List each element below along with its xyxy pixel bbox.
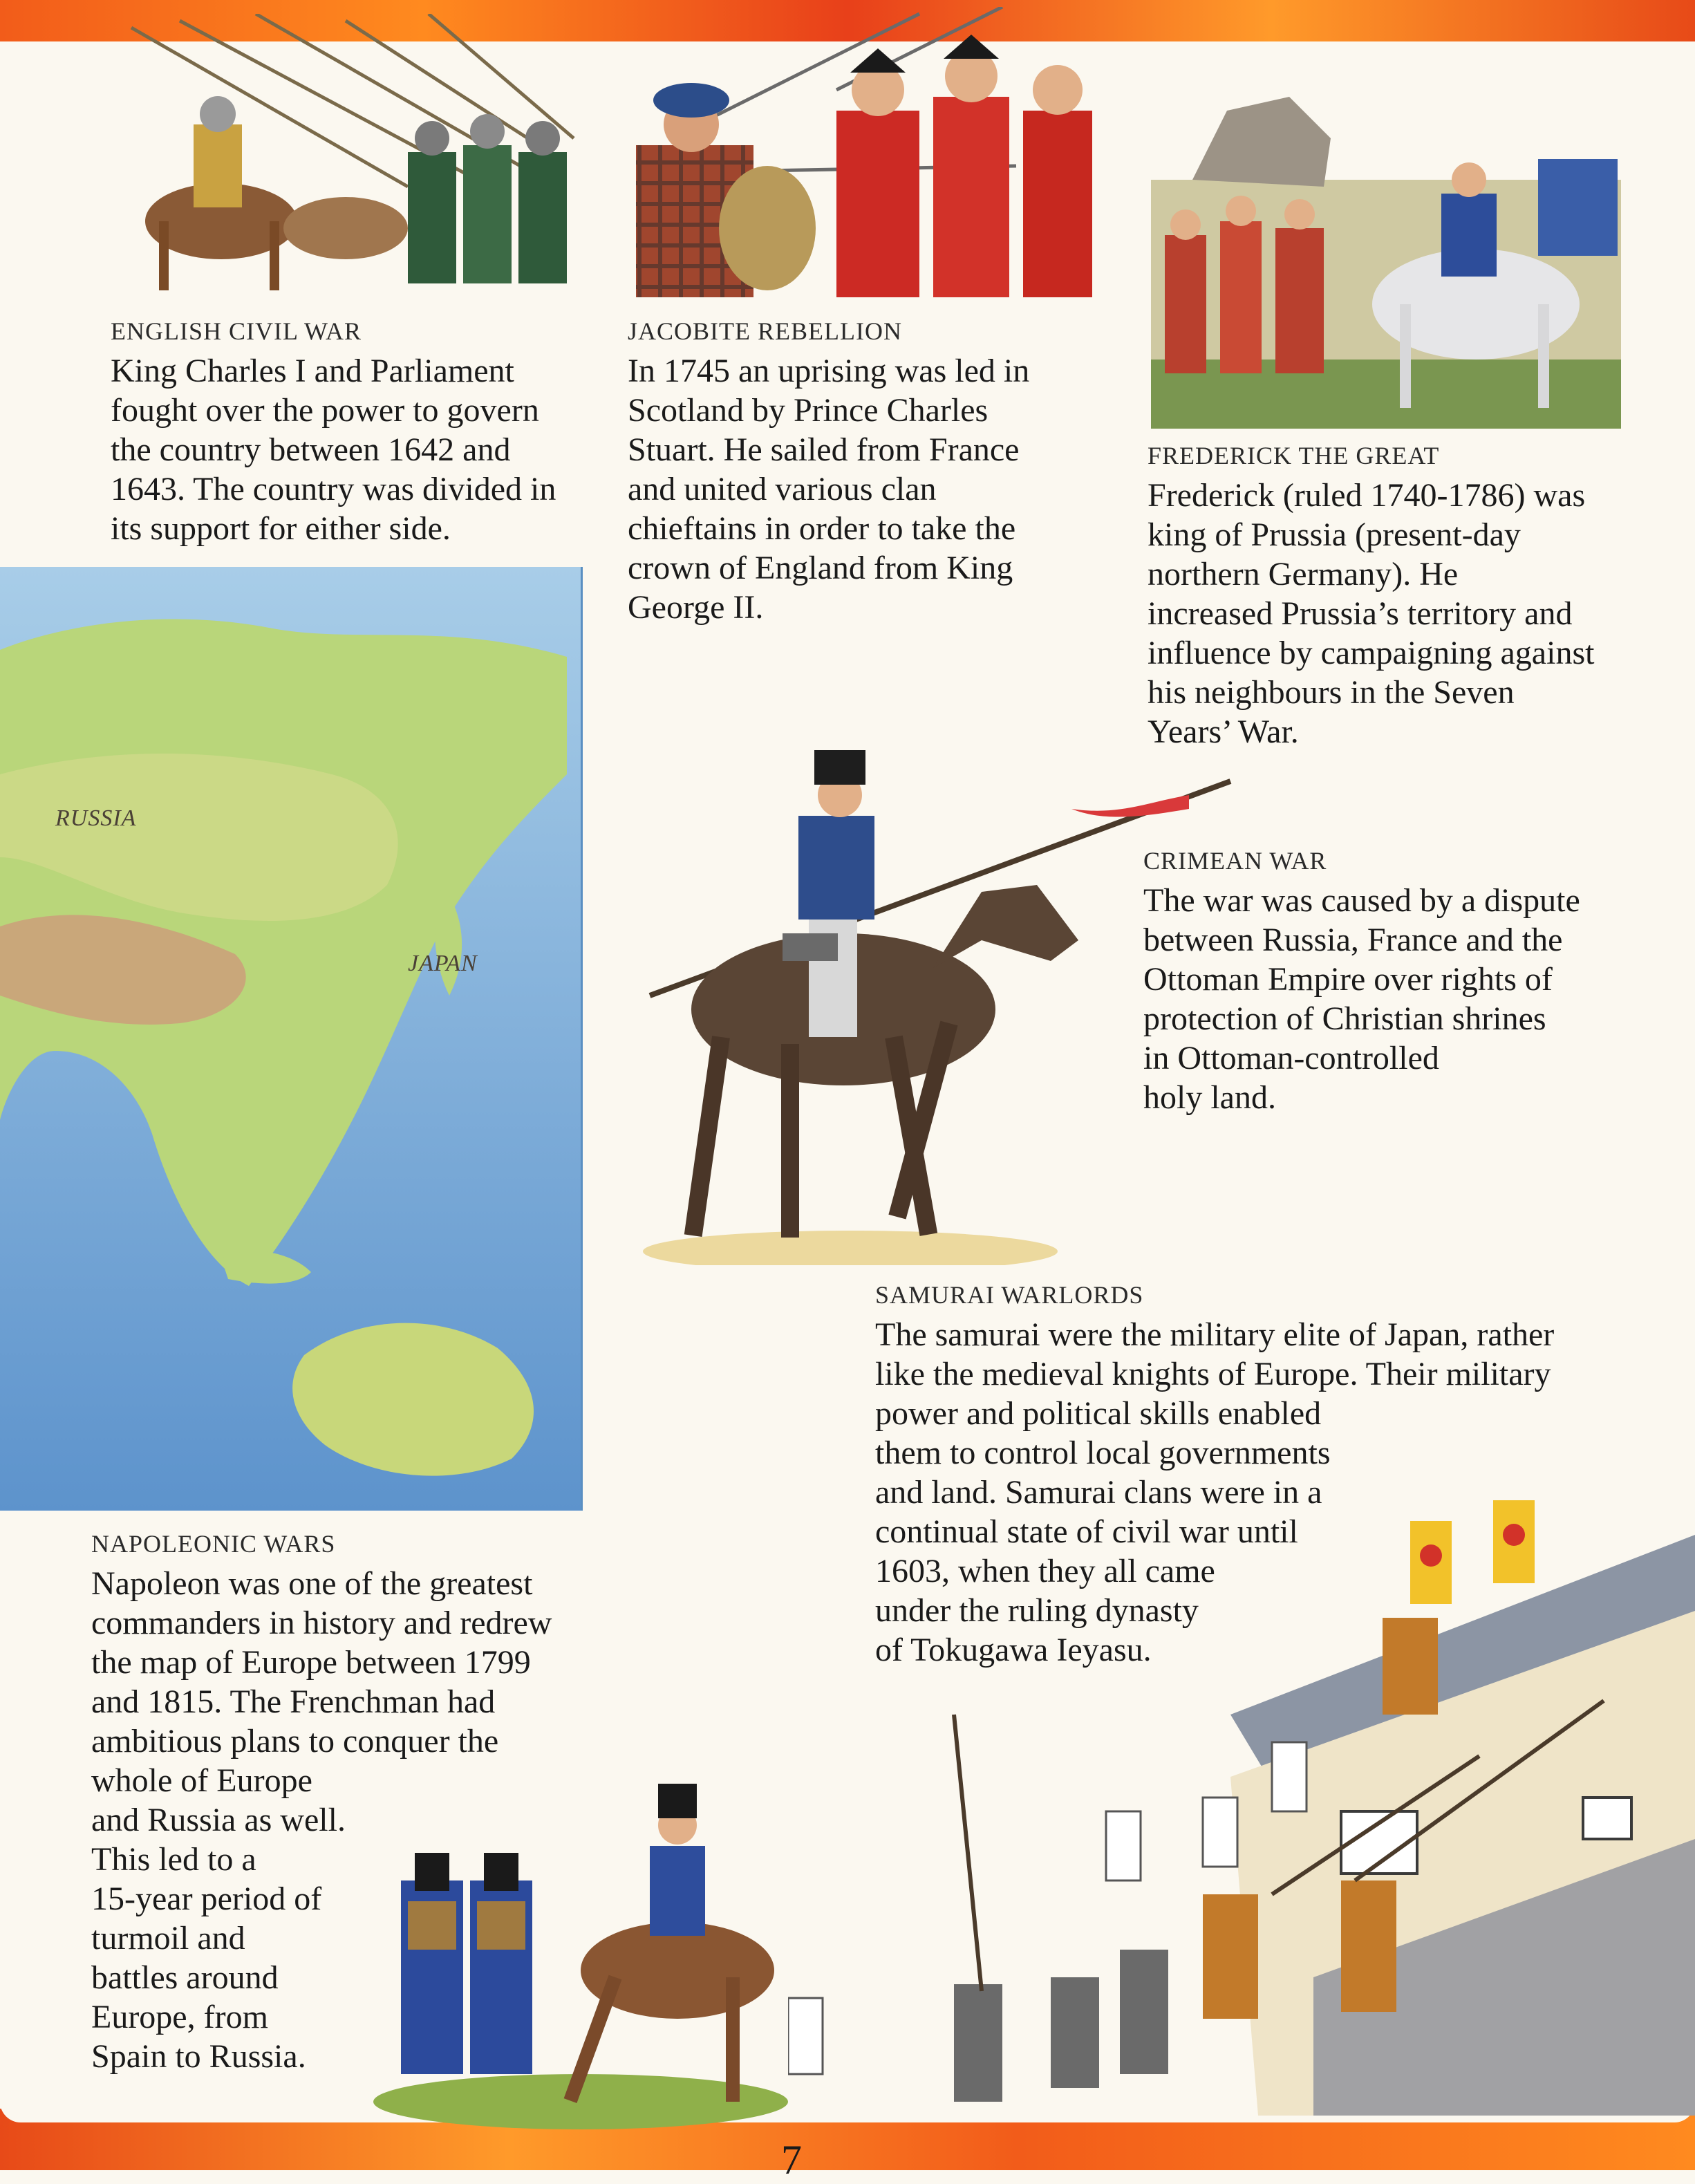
english-civil-war-illustration <box>118 14 594 297</box>
samurai-warlords-heading: SAMURAI WARLORDS <box>875 1281 1144 1309</box>
frederick-the-great-body: Frederick (ruled 1740-1786) was king of Prussia (present-day northern Germany). He increased Prussia’s territory and influence by campaigning against his neighbours in the Seven Years’ War. <box>1148 477 1595 750</box>
english-civil-war-section <box>111 317 594 548</box>
napoleonic-wars-heading: NAPOLEONIC WARS <box>91 1530 336 1558</box>
asia-map <box>0 567 583 1511</box>
english-civil-war-body: King Charles I and Parliament fought over the power to govern the country between 1642 and 1643. The country was divided in its support for either side. <box>111 353 556 547</box>
english-civil-war-heading: ENGLISH CIVIL WAR <box>111 317 362 345</box>
frederick-the-great-heading: FREDERICK THE GREAT <box>1148 442 1440 469</box>
crimean-war-heading: CRIMEAN WAR <box>1143 847 1327 875</box>
napoleonic-wars-body: Napoleon was one of the greatest commanders in history and redrew the map of Europe between 1799 and 1815. The Frenchman had ambitious plans to conquer the whole of Europe and Russia as well. This led to a 15-year period of turmoil and battles around Europe, from Spain to Russia. <box>91 1565 552 2075</box>
map-label-russia: RUSSIA <box>55 805 137 831</box>
map-label-japan: JAPAN <box>408 951 478 976</box>
crimean-war-body: The war was caused by a dispute between Russia, France and the Ottoman Empire over rights of protection of Christian shrines in Ottoman-controlled holy land. <box>1143 882 1580 1116</box>
napoleonic-wars-illustration <box>359 1742 802 2129</box>
jacobite-rebellion-illustration <box>629 7 1099 297</box>
jacobite-rebellion-heading: JACOBITE REBELLION <box>628 317 902 345</box>
jacobite-rebellion-section <box>628 317 1112 627</box>
page-number: 7 <box>781 2137 802 2183</box>
frederick-the-great-section <box>1148 441 1645 752</box>
crimean-war-section <box>1143 846 1641 1117</box>
frederick-the-great-illustration <box>1151 97 1621 429</box>
jacobite-rebellion-body: In 1745 an uprising was led in Scotland by Prince Charles Stuart. He sailed from France and united various clan chieftains in order to take the crown of England from King George II. <box>628 353 1030 626</box>
samurai-warlords-body: The samurai were the military elite of Japan, rather like the medieval knights of Europe. Their military power and political skills enabled them to control local governments and land. Samurai clans were in a continual state of civil war until 1603, when they all came under the ruling dynasty of Tokugawa Ieyasu. <box>875 1316 1555 1668</box>
samurai-warlords-illustration <box>788 1452 1695 2116</box>
